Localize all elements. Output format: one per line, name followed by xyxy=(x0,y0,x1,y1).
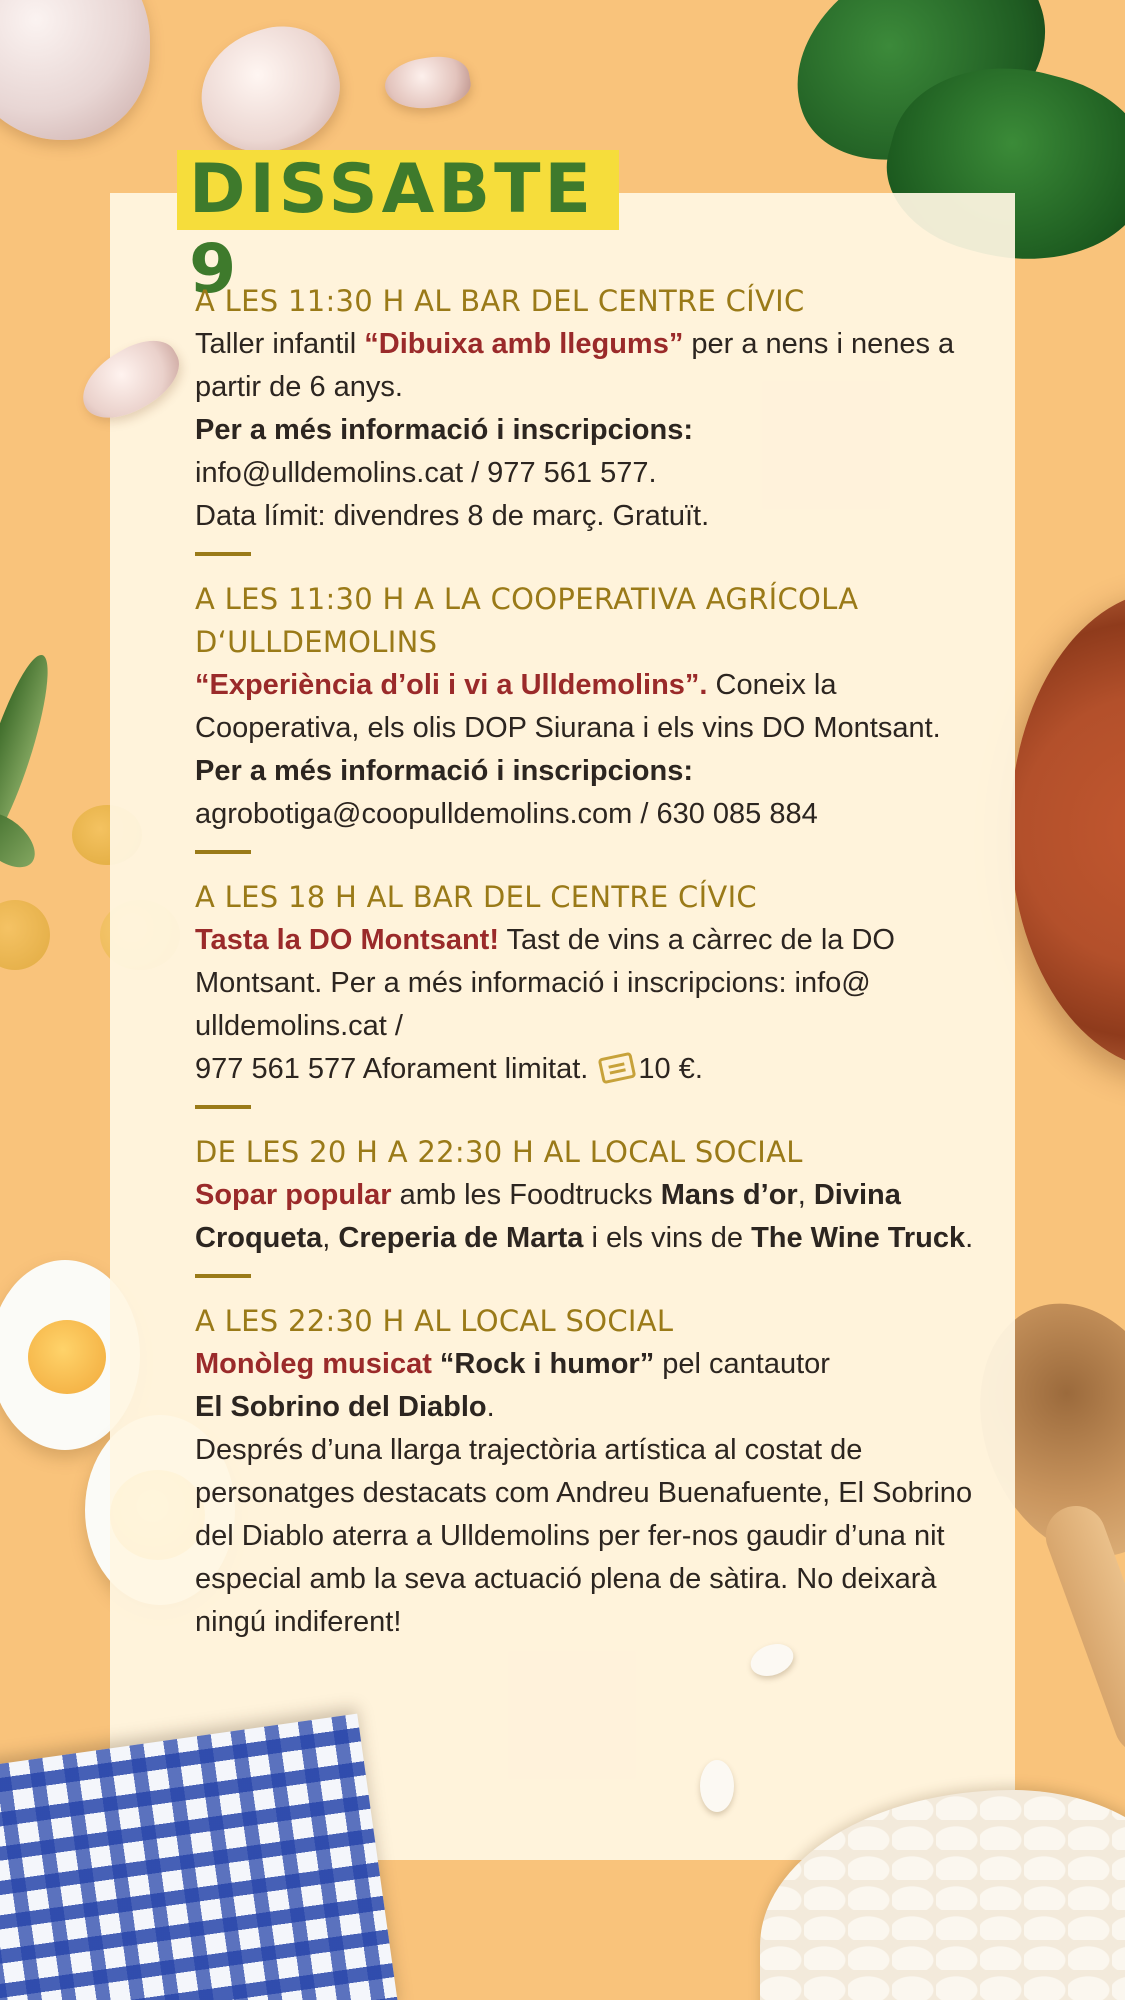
event-text: , xyxy=(797,1179,814,1211)
event-item xyxy=(195,876,975,1109)
event-text: per a nens i nenes a partir de 6 anys. xyxy=(195,328,955,403)
garlic-bulb-decoration xyxy=(0,0,150,140)
event-text: pel cantautor xyxy=(654,1348,830,1380)
event-highlight: “Dibuixa amb llegums” xyxy=(364,328,684,360)
event-highlight: Monòleg musicat xyxy=(195,1348,432,1380)
oil-drop-decoration xyxy=(0,900,50,970)
foodtruck-name: Mans d’or xyxy=(660,1179,798,1211)
divider xyxy=(195,850,251,854)
event-body xyxy=(195,1343,975,1644)
event-text: Tast de vins a càrrec de la DO Montsant. Per a més informació i inscripcions: info@ ulldemolins.cat / xyxy=(195,924,895,1042)
event-description xyxy=(195,919,975,1048)
event-text: 977 561 577 Aforament limitat. xyxy=(195,1053,597,1085)
event-text: Coneix la Cooperativa, els olis DOP Siurana i els vins DO Montsant. xyxy=(195,669,941,744)
garlic-clove-decoration xyxy=(185,11,355,168)
artist-line xyxy=(195,1386,975,1429)
event-item xyxy=(195,1131,975,1278)
event-highlight: Sopar popular xyxy=(195,1179,392,1211)
event-capacity xyxy=(195,1048,975,1091)
contact-info[interactable]: agrobotiga@coopulldemolins.com / 630 085 884 xyxy=(195,798,818,830)
deadline-text: Data límit: divendres 8 de març. Gratuït. xyxy=(195,500,710,532)
show-title: “Rock i humor” xyxy=(439,1348,655,1380)
event-text xyxy=(432,1348,440,1380)
event-item xyxy=(195,1300,975,1644)
event-highlight: “Experiència d’oli i vi a Ulldemolins”. xyxy=(195,669,708,701)
foodtruck-name: Divina Croqueta xyxy=(195,1179,901,1254)
event-long-description: Després d’una llarga trajectòria artística al costat de personatges destacats com Andreu Buenafuente, El Sobrino del Diablo aterra a Ulldemolins per fer-nos gaudir d’una nit especial amb la seva actuació plena de sàtira. No deixarà ningú indiferent! xyxy=(195,1434,973,1638)
bean-decoration xyxy=(700,1760,734,1812)
divider xyxy=(195,1105,251,1109)
event-heading: A LES 11:30 H A LA COOPERATIVA AGRÍCOLA D‘ULLDEMOLINS xyxy=(195,582,859,659)
foodtruck-name: The Wine Truck xyxy=(751,1222,966,1254)
checkered-cloth-decoration xyxy=(0,1714,399,2000)
event-text: . xyxy=(486,1391,495,1423)
garlic-clove-decoration xyxy=(381,51,473,115)
egg-yolk-decoration xyxy=(28,1320,106,1394)
event-body xyxy=(195,1174,975,1260)
event-list xyxy=(195,280,975,1644)
event-heading: DE LES 20 H A 22:30 H AL LOCAL SOCIAL xyxy=(195,1135,803,1169)
event-description xyxy=(195,1343,975,1386)
divider xyxy=(195,552,251,556)
event-description xyxy=(195,664,975,750)
event-highlight: Tasta la DO Montsant! xyxy=(195,924,499,956)
event-body xyxy=(195,919,975,1091)
event-text: , xyxy=(322,1222,339,1254)
info-label: Per a més informació i inscripcions: xyxy=(195,414,693,446)
divider xyxy=(195,1274,251,1278)
event-heading: A LES 11:30 H AL BAR DEL CENTRE CÍVIC xyxy=(195,284,805,318)
ticket-icon xyxy=(598,1052,637,1085)
event-text: . xyxy=(965,1222,974,1254)
event-text: Taller infantil xyxy=(195,328,365,360)
artist-name: El Sobrino del Diablo xyxy=(195,1391,487,1423)
event-text: i els vins de xyxy=(583,1222,752,1254)
info-label: Per a més informació i inscripcions: xyxy=(195,755,693,787)
event-heading: A LES 18 H AL BAR DEL CENTRE CÍVIC xyxy=(195,880,757,914)
event-body xyxy=(195,664,975,836)
event-description xyxy=(195,1174,975,1260)
clay-bowl-decoration xyxy=(1010,590,1125,1070)
event-description xyxy=(195,323,975,409)
event-text: amb les Foodtrucks xyxy=(391,1179,661,1211)
event-heading: A LES 22:30 H AL LOCAL SOCIAL xyxy=(195,1304,674,1338)
price: 10 €. xyxy=(638,1053,703,1085)
day-title: DISSABTE 9 xyxy=(177,150,619,230)
event-item xyxy=(195,280,975,556)
event-item xyxy=(195,578,975,854)
event-body xyxy=(195,323,975,538)
foodtruck-name: Creperia de Marta xyxy=(338,1222,584,1254)
contact-info[interactable]: info@ulldemolins.cat / 977 561 577. xyxy=(195,457,657,489)
